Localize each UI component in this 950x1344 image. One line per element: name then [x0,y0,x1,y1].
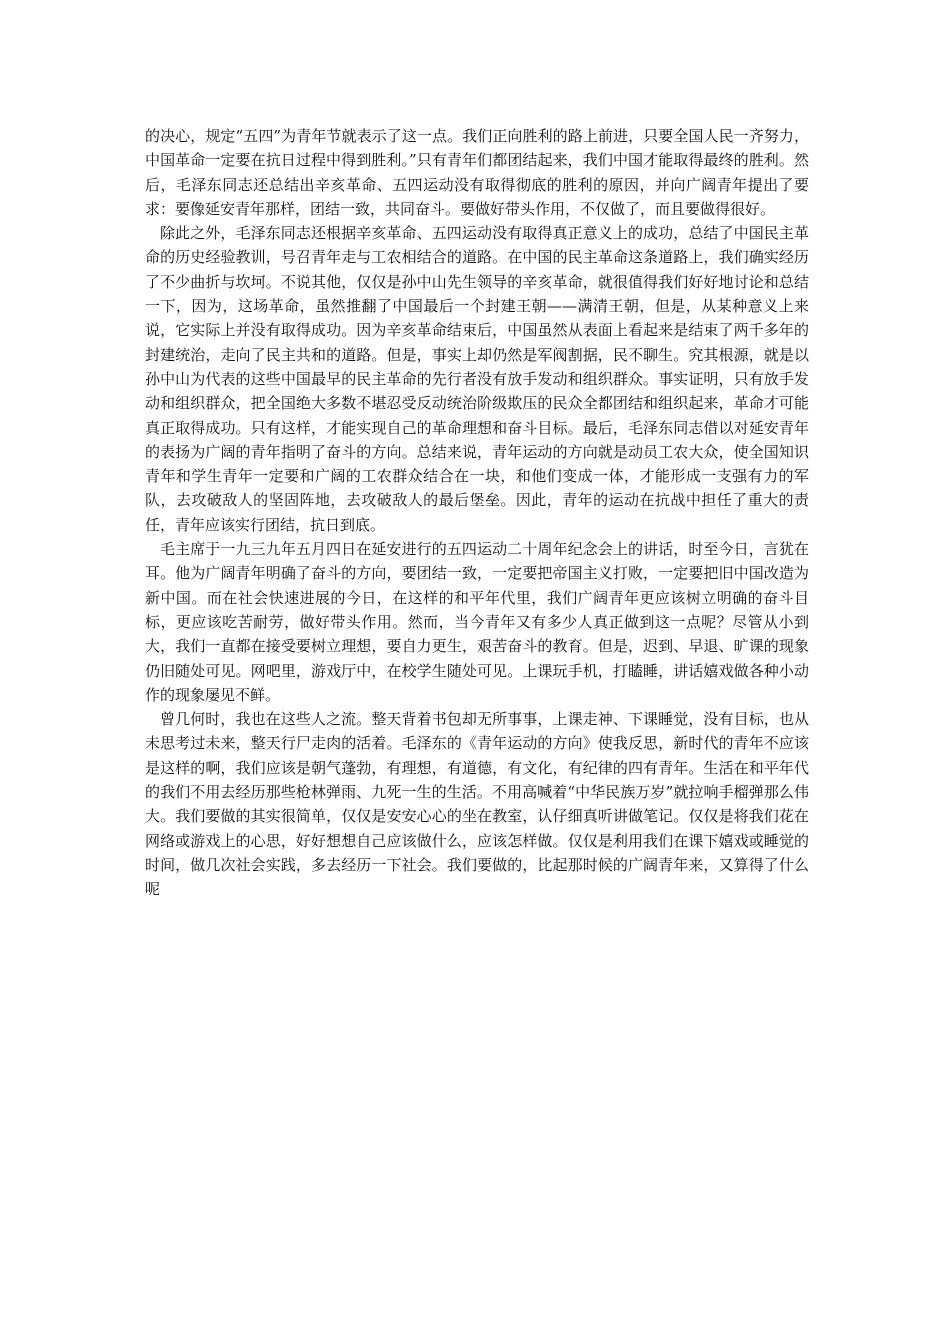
paragraph-4: 曾几何时，我也在这些人之流。整天背着书包却无所事事，上课走神、下课睡觉，没有目标，也从未思考过未来，整天行尸走肉的活着。毛泽东的《青年运动的方向》使我反思，新时代的青年不应该是这样的啊，我们应该是朝气蓬勃，有理想，有道德，有文化，有纪律的四有青年。生活在和平年代的我们不用去经历那些枪林弹雨、九死一生的生活。不用高喊着“中华民族万岁”就拉响手榴弹那么伟大。我们要做的其实很简单，仅仅是安安心心的坐在教室，认仔细真听讲做笔记。仅仅是将我们花在网络或游戏上的心思，好好想想自己应该做什么，应该怎样做。仅仅是利用我们在课下嬉戏或睡觉的时间，做几次社会实践，多去经历一下社会。我们要做的，比起那时候的广阔青年来，又算得了什么呢 [145,710,809,899]
paragraph-2: 除此之外，毛泽东同志还根据辛亥革命、五四运动没有取得真正意义上的成功，总结了中国民主革命的历史经验教训，号召青年走与工农相结合的道路。在中国的民主革命这条道路上，我们确实经历了不少曲折与坎坷。不说其他，仅仅是孙中山先生领导的辛亥革命，就很值得我们好好地讨论和总结一下，因为，这场革命，虽然推翻了中国最后一个封建王朝——满清王朝，但是，从某种意义上来说，它实际上并没有取得成功。因为辛亥革命结束后，中国虽然从表面上看起来是结束了两千多年的封建统治，走向了民主共和的道路。但是，事实上却仍然是军阀割据，民不聊生。究其根源，就是以孙中山为代表的这些中国最早的民主革命的先行者没有放手发动和组织群众。事实证明，只有放手发动和组织群众，把全国绝大多数不堪忍受反动统治阶级欺压的民众全都团结和组织起来，革命才可能真正取得成功。只有这样，才能实现自己的革命理想和奋斗目标。最后，毛泽东同志借以对延安青年的表扬为广阔的青年指明了奋斗的方向。总结来说，青年运动的方向就是动员工农大众，使全国知识青年和学生青年一定要和广阔的工农群众结合在一块，和他们变成一体，才能形成一支强有力的军队，去攻破敌人的坚固阵地，去攻破敌人的最后堡垒。因此，青年的运动在抗战中担任了重大的责任，青年应该实行团结，抗日到底。 [145,224,809,534]
paragraph-1: 的决心，规定“五四”为青年节就表示了这一点。我们正向胜利的路上前进，只要全国人民一齐努力，中国革命一定要在抗日过程中得到胜利。”只有青年们都团结起来，我们中国才能取得最终的胜利。然后，毛泽东同志还总结出辛亥革命、五四运动没有取得彻底的胜利的原因，并向广阔青年提出了要求：要像延安青年那样，团结一致，共同奋斗。要做好带头作用，不仅做了，而且要做得很好。 [145,127,809,218]
document-body [145,124,809,902]
paragraph-3: 毛主席于一九三九年五月四日在延安进行的五四运动二十周年纪念会上的讲话，时至今日，言犹在耳。他为广阔青年明确了奋斗的方向，要团结一致，一定要把帝国主义打败，一定要把旧中国改造为新中国。而在社会快速进展的今日，在这样的和平年代里，我们广阔青年更应该树立明确的奋斗目标，更应该吃苦耐劳，做好带头作用。然而，当今青年又有多少人真正做到这一点呢？尽管从小到大，我们一直都在接受要树立理想，要自力更生，艰苦奋斗的教育。但是，迟到、早退、旷课的现象仍旧随处可见。网吧里，游戏厅中，在校学生随处可见。上课玩手机，打瞌睡，讲话嬉戏做各种小动作的现象屡见不鲜。 [145,540,809,704]
